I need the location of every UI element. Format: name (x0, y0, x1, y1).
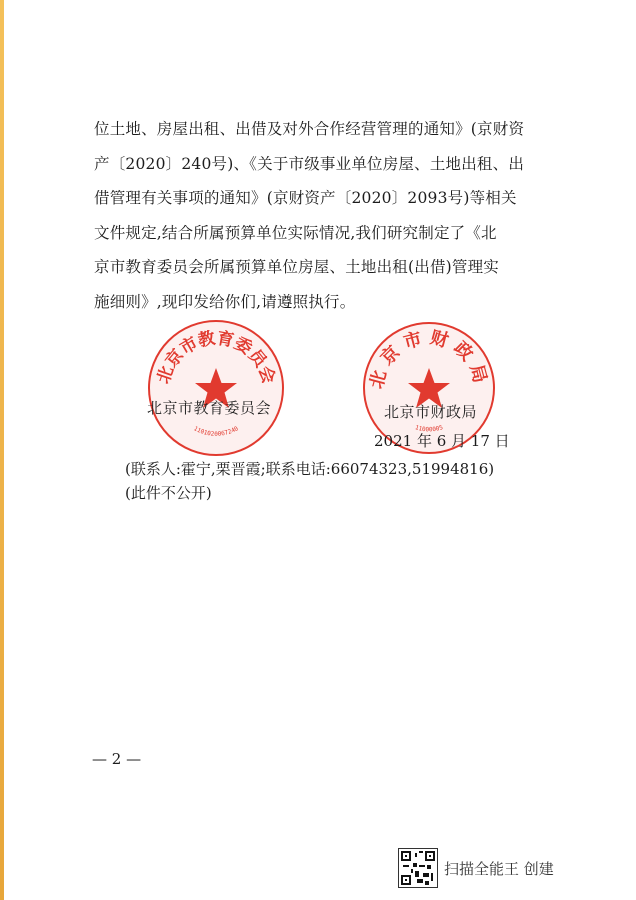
body-line: 产〔2020〕240号)、《关于市级事业单位房屋、土地出租、出 (94, 154, 525, 173)
seal-2-text: 北京市财政局 (366, 326, 492, 391)
seal-1-text: 北京市教育委员会 (153, 328, 279, 387)
scan-edge (0, 0, 4, 900)
body-line: 京市教育委员会所属预算单位房屋、土地出租(出借)管理实 (94, 258, 499, 276)
seal-2-code: 11000005 (414, 424, 444, 434)
seal-1-code: 1101020067240 (192, 425, 240, 438)
contact-info: (联系人:霍宁,栗晋霞;联系电话:66074323,51994816) (125, 460, 495, 478)
signer-finance-bureau: 北京市财政局 (384, 403, 478, 421)
issue-date: 2021 年 6 月 17 日 (374, 432, 510, 450)
signer-education-commission: 北京市教育委员会 (147, 399, 272, 417)
body-line: 施细则》,现印发给你们,请遵照执行。 (94, 292, 356, 311)
body-line: 位土地、房屋出租、出借及对外合作经营管理的通知》(京财资 (94, 120, 525, 138)
qr-code-icon (398, 848, 438, 888)
scanner-watermark: 扫描全能王 创建 (444, 860, 554, 878)
body-paragraph (94, 112, 544, 319)
confidentiality-note: (此件不公开) (125, 484, 212, 502)
body-line: 文件规定,结合所属预算单位实际情况,我们研究制定了《北 (94, 223, 497, 242)
body-line: 借管理有关事项的通知》(京财资产〔2020〕2093号)等相关 (94, 189, 517, 207)
svg-text:1101020067240 (192, 425, 239, 438)
education-commission-seal (148, 320, 284, 456)
page-number: — 2 — (92, 750, 142, 768)
